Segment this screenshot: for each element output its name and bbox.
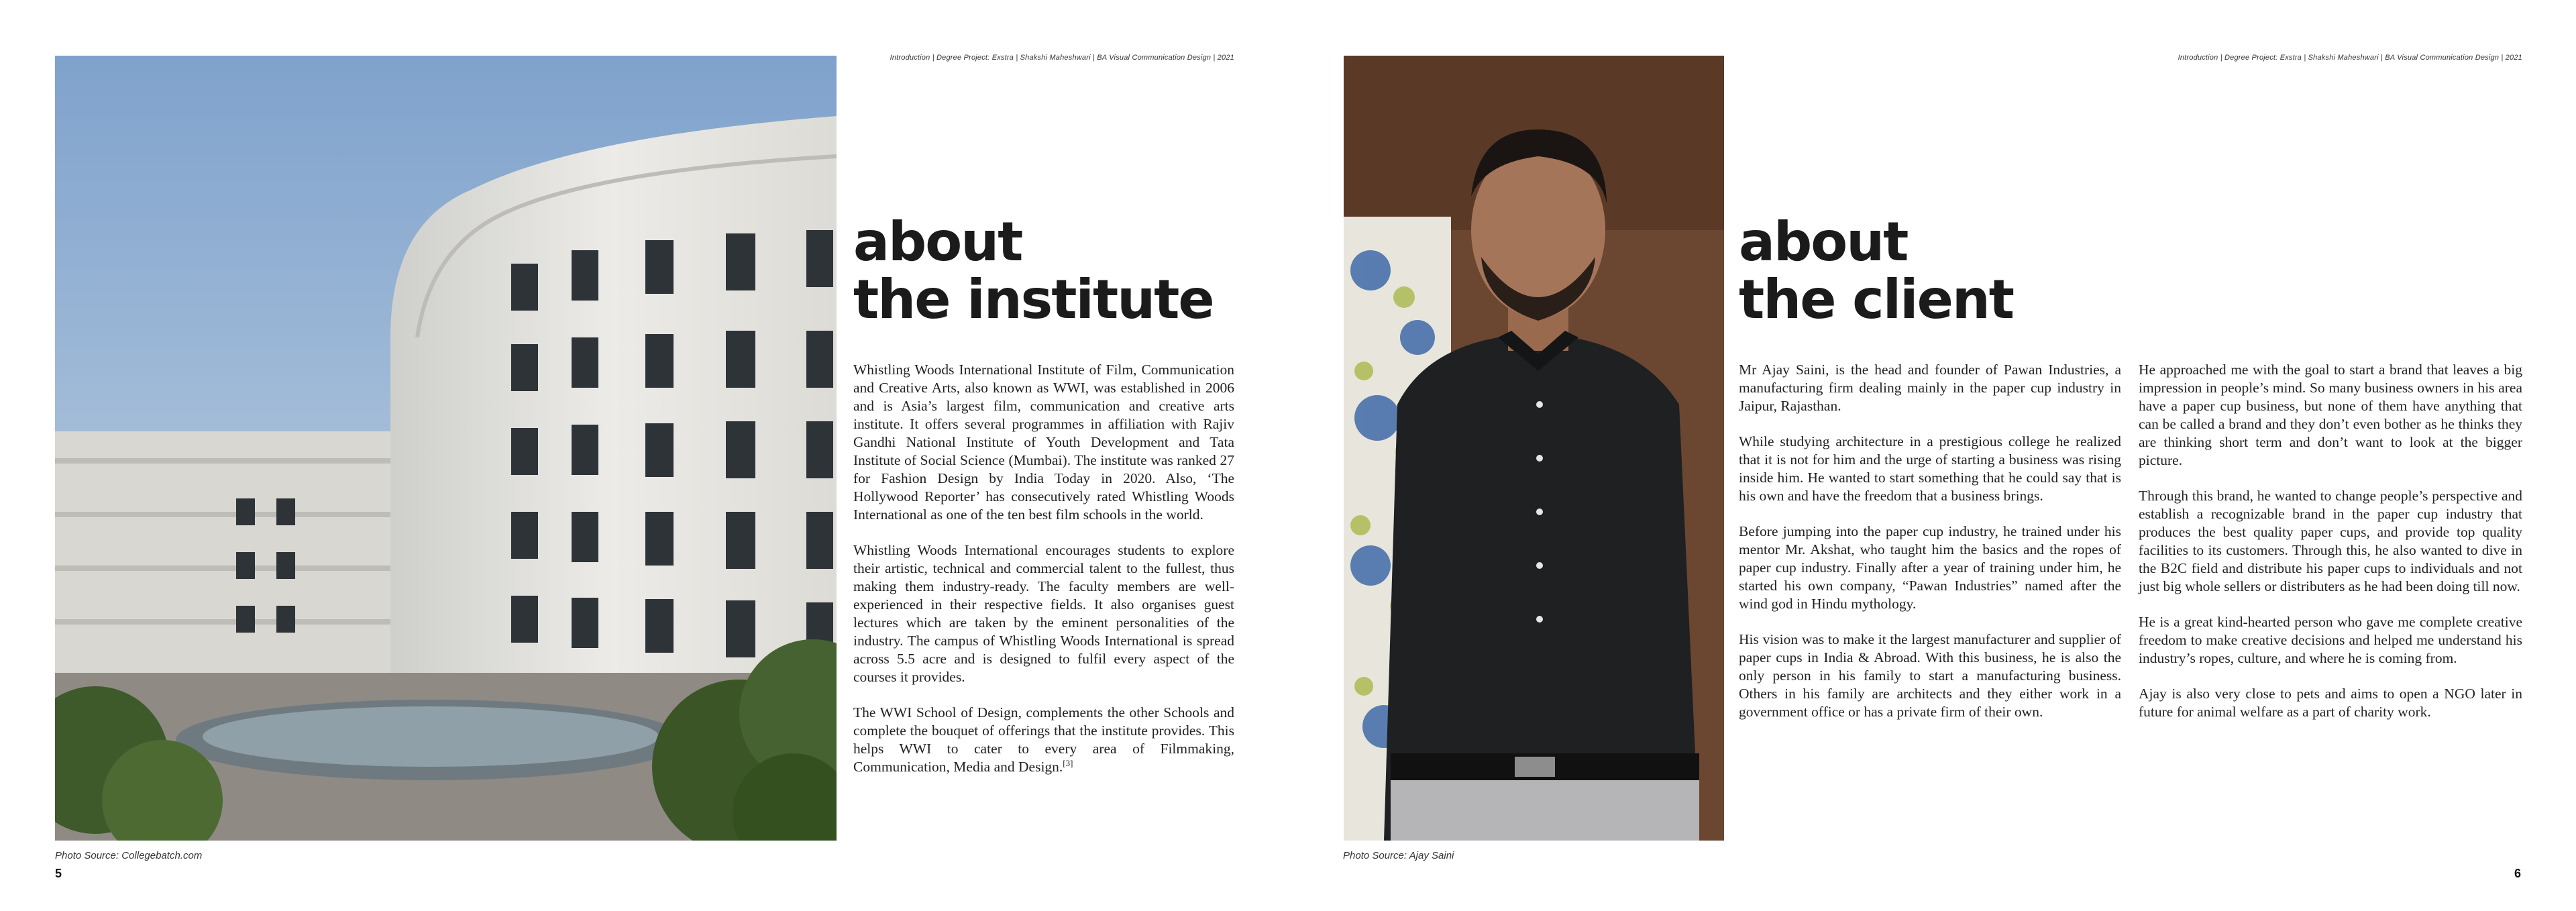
title-line-1: about (853, 211, 1022, 273)
paragraph-last (853, 704, 1234, 776)
paragraph: While studying architecture in a prestigious college he realized that it is not for him and the urge of starting a business was rising inside him. He wanted to start something that he could say that is his own and have the freedom that a business brings. (1739, 433, 2121, 504)
page-title (853, 213, 1214, 329)
paragraph: He approached me with the goal to start a brand that leaves a big impression in people’s mind. So many business owners in his area have a paper cup business, but none of them have anything that can be called a brand and they don’t even bother as he thinks they are thinking short term and don’t want to look at the bigger picture. (2139, 362, 2522, 468)
photo-source-caption: Photo Source: Ajay Saini (1343, 850, 1454, 861)
title-line-2: the institute (853, 268, 1214, 331)
client-portrait-image (1344, 56, 1724, 841)
page-header: Introduction | Degree Project: Exstra | Shakshi Maheshwari | BA Visual Communication Design | 2021 (2178, 54, 2522, 62)
body-column-2 (2139, 361, 2522, 739)
citation-marker: [3] (1063, 757, 1073, 768)
paragraph: He is a great kind-hearted person who gave me complete creative freedom to make creative decisions and helped me understand his industry’s ropes, culture, and where he is coming from. (2139, 614, 2522, 666)
client-photo (1344, 56, 1724, 841)
page-title (1739, 213, 2013, 329)
title-line-1: about (1739, 211, 1908, 273)
paragraph: Whistling Woods International Institute of Film, Communication and Creative Arts, also known as WWI, was established in 2006 and is Asia’s largest film, communication and creative arts institute. It offers several programmes in affiliation with Rajiv Gandhi National Institute of Youth Development and Tata Institute of Social Science (Mumbai). The institute was ranked 27 for Fashion Design by India Today in 2020. Also, ‘The Hollywood Reporter’ has consecutively rated Whistling Woods International as one of the ten best film schools in the world. (853, 362, 1234, 523)
page-header: Introduction | Degree Project: Exstra | Shakshi Maheshwari | BA Visual Communication Design | 2021 (890, 54, 1234, 62)
paragraph: Through this brand, he wanted to change people’s perspective and establish a recognizable brand in the paper cup industry that produces the best quality paper cups, and provide top quality facilities to its customers. Through this, he also wanted to dive in the B2C field and distribute his paper cups to individuals and not just big whole sellers or distributers as he had been doing till now. (2139, 488, 2522, 594)
photo-source-caption: Photo Source: Collegebatch.com (55, 850, 203, 861)
page-number: 6 (2514, 867, 2521, 880)
institute-building-image (55, 56, 837, 841)
paragraph-text: The WWI School of Design, complements the other Schools and complete the bouquet of offerings that the institute provides. This helps WWI to cater to every area of Filmmaking, Communication, Media and Design. (853, 704, 1234, 775)
paragraph: Mr Ajay Saini, is the head and founder of Pawan Industries, a manufacturing firm dealing mainly in the paper cup industry in Jaipur, Rajasthan. (1739, 362, 2121, 414)
body-column-1 (1739, 361, 2121, 739)
paragraph: Ajay is also very close to pets and aims to open a NGO later in future for animal welfare as a part of charity work. (2139, 686, 2522, 720)
body-text (853, 361, 1234, 794)
page-number: 5 (55, 867, 62, 880)
institute-photo (55, 56, 837, 841)
paragraph: His vision was to make it the largest manufacturer and supplier of paper cups in India & Abroad. With this business, he is also the only person in his family to start a manufacturing business. Others in his family are architects and they either work in a government office or has a private firm of their own. (1739, 631, 2121, 720)
title-line-2: the client (1739, 268, 2014, 331)
right-page (1288, 0, 2576, 911)
paragraph: Whistling Woods International encourages students to explore their artistic, technical and commercial talent to the fullest, thus making them industry-ready. The faculty members are well-experienced in their respective fields. It also organises guest lectures which are taken by the eminent personalities of the industry. The campus of Whistling Woods International is spread across 5.5 acre and is designed to fulfil every aspect of the courses it provides. (853, 542, 1234, 685)
paragraph: Before jumping into the paper cup industry, he trained under his mentor Mr. Akshat, who taught him the basics and the ropes of paper cup industry. Finally after a year of training under him, he started his own company, “Pawan Industries” named after the wind god in Hindu mythology. (1739, 523, 2121, 612)
